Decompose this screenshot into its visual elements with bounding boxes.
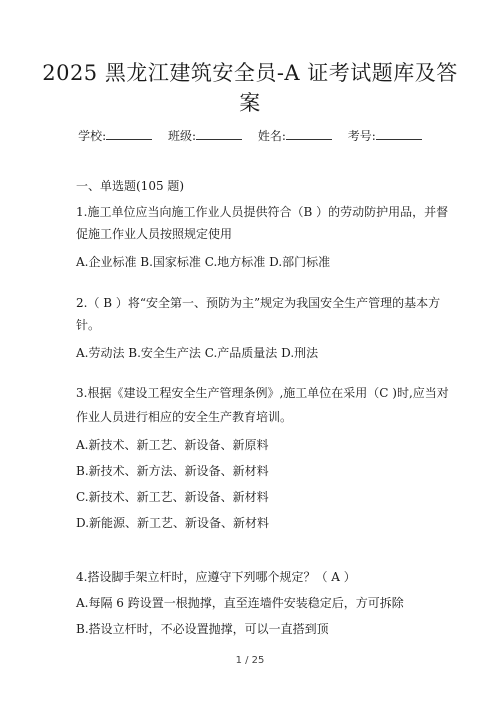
question-2-options: A.劳动法 B.安全生产法 C.产品质量法 D.刑法 <box>76 346 319 360</box>
question-4-option-b: B.搭设立杆时，不必设置抛撑，可以一直搭到顶 <box>76 622 329 636</box>
exam-no-field <box>348 129 422 143</box>
question-4-line-1: 4.搭设脚手架立杆时，应遵守下列哪个规定？（ A ） <box>76 570 356 584</box>
section-heading: 一、单选题(105 题) <box>76 179 185 193</box>
class-field <box>168 129 242 143</box>
school-blank <box>106 128 152 140</box>
school-label: 学校: <box>78 129 107 143</box>
question-1-line-2: 促施工作业人员按照规定使用 <box>76 227 233 241</box>
question-3-option-d: D.新能源、新工艺、新设备、新材料 <box>76 516 270 530</box>
name-label: 姓名: <box>257 129 286 143</box>
question-3-option-b: B.新技术、新方法、新设备、新材料 <box>76 464 269 478</box>
class-blank <box>196 128 242 140</box>
question-2-line-1: 2.（ B ）将“安全第一、预防为主”规定为我国安全生产管理的基本方 <box>76 296 441 310</box>
exam-no-blank <box>376 128 422 140</box>
document-title <box>40 58 460 118</box>
question-2-line-2: 针。 <box>76 318 101 332</box>
name-blank <box>286 128 332 140</box>
school-field <box>78 129 152 143</box>
question-3-line-2: 作业人员进行相应的安全生产教育培训。 <box>76 410 293 424</box>
question-3-line-1: 3.根据《建设工程安全生产管理条例》,施工单位在采用（C )时,应当对 <box>76 386 449 400</box>
title-line-2: 案 <box>239 91 261 115</box>
question-4-option-a: A.每隔 6 跨设置一根抛撑，直至连墙件安装稳定后，方可拆除 <box>76 596 404 610</box>
page-number: 1 / 25 <box>235 655 265 666</box>
question-3-option-a: A.新技术、新工艺、新设备、新原料 <box>76 438 269 452</box>
class-label: 班级: <box>168 129 197 143</box>
question-3-option-c: C.新技术、新工艺、新设备、新材料 <box>76 490 269 504</box>
exam-no-label: 考号: <box>347 129 376 143</box>
question-1-line-1: 1.施工单位应当向施工作业人员提供符合（B ）的劳动防护用品，并督 <box>76 205 449 219</box>
title-line-1: 2025 黑龙江建筑安全员-A 证考试题库及答 <box>42 61 458 85</box>
question-1-options: A.企业标准 B.国家标准 C.地方标准 D.部门标准 <box>76 255 331 269</box>
name-field <box>258 129 332 143</box>
student-info-line <box>0 128 500 144</box>
